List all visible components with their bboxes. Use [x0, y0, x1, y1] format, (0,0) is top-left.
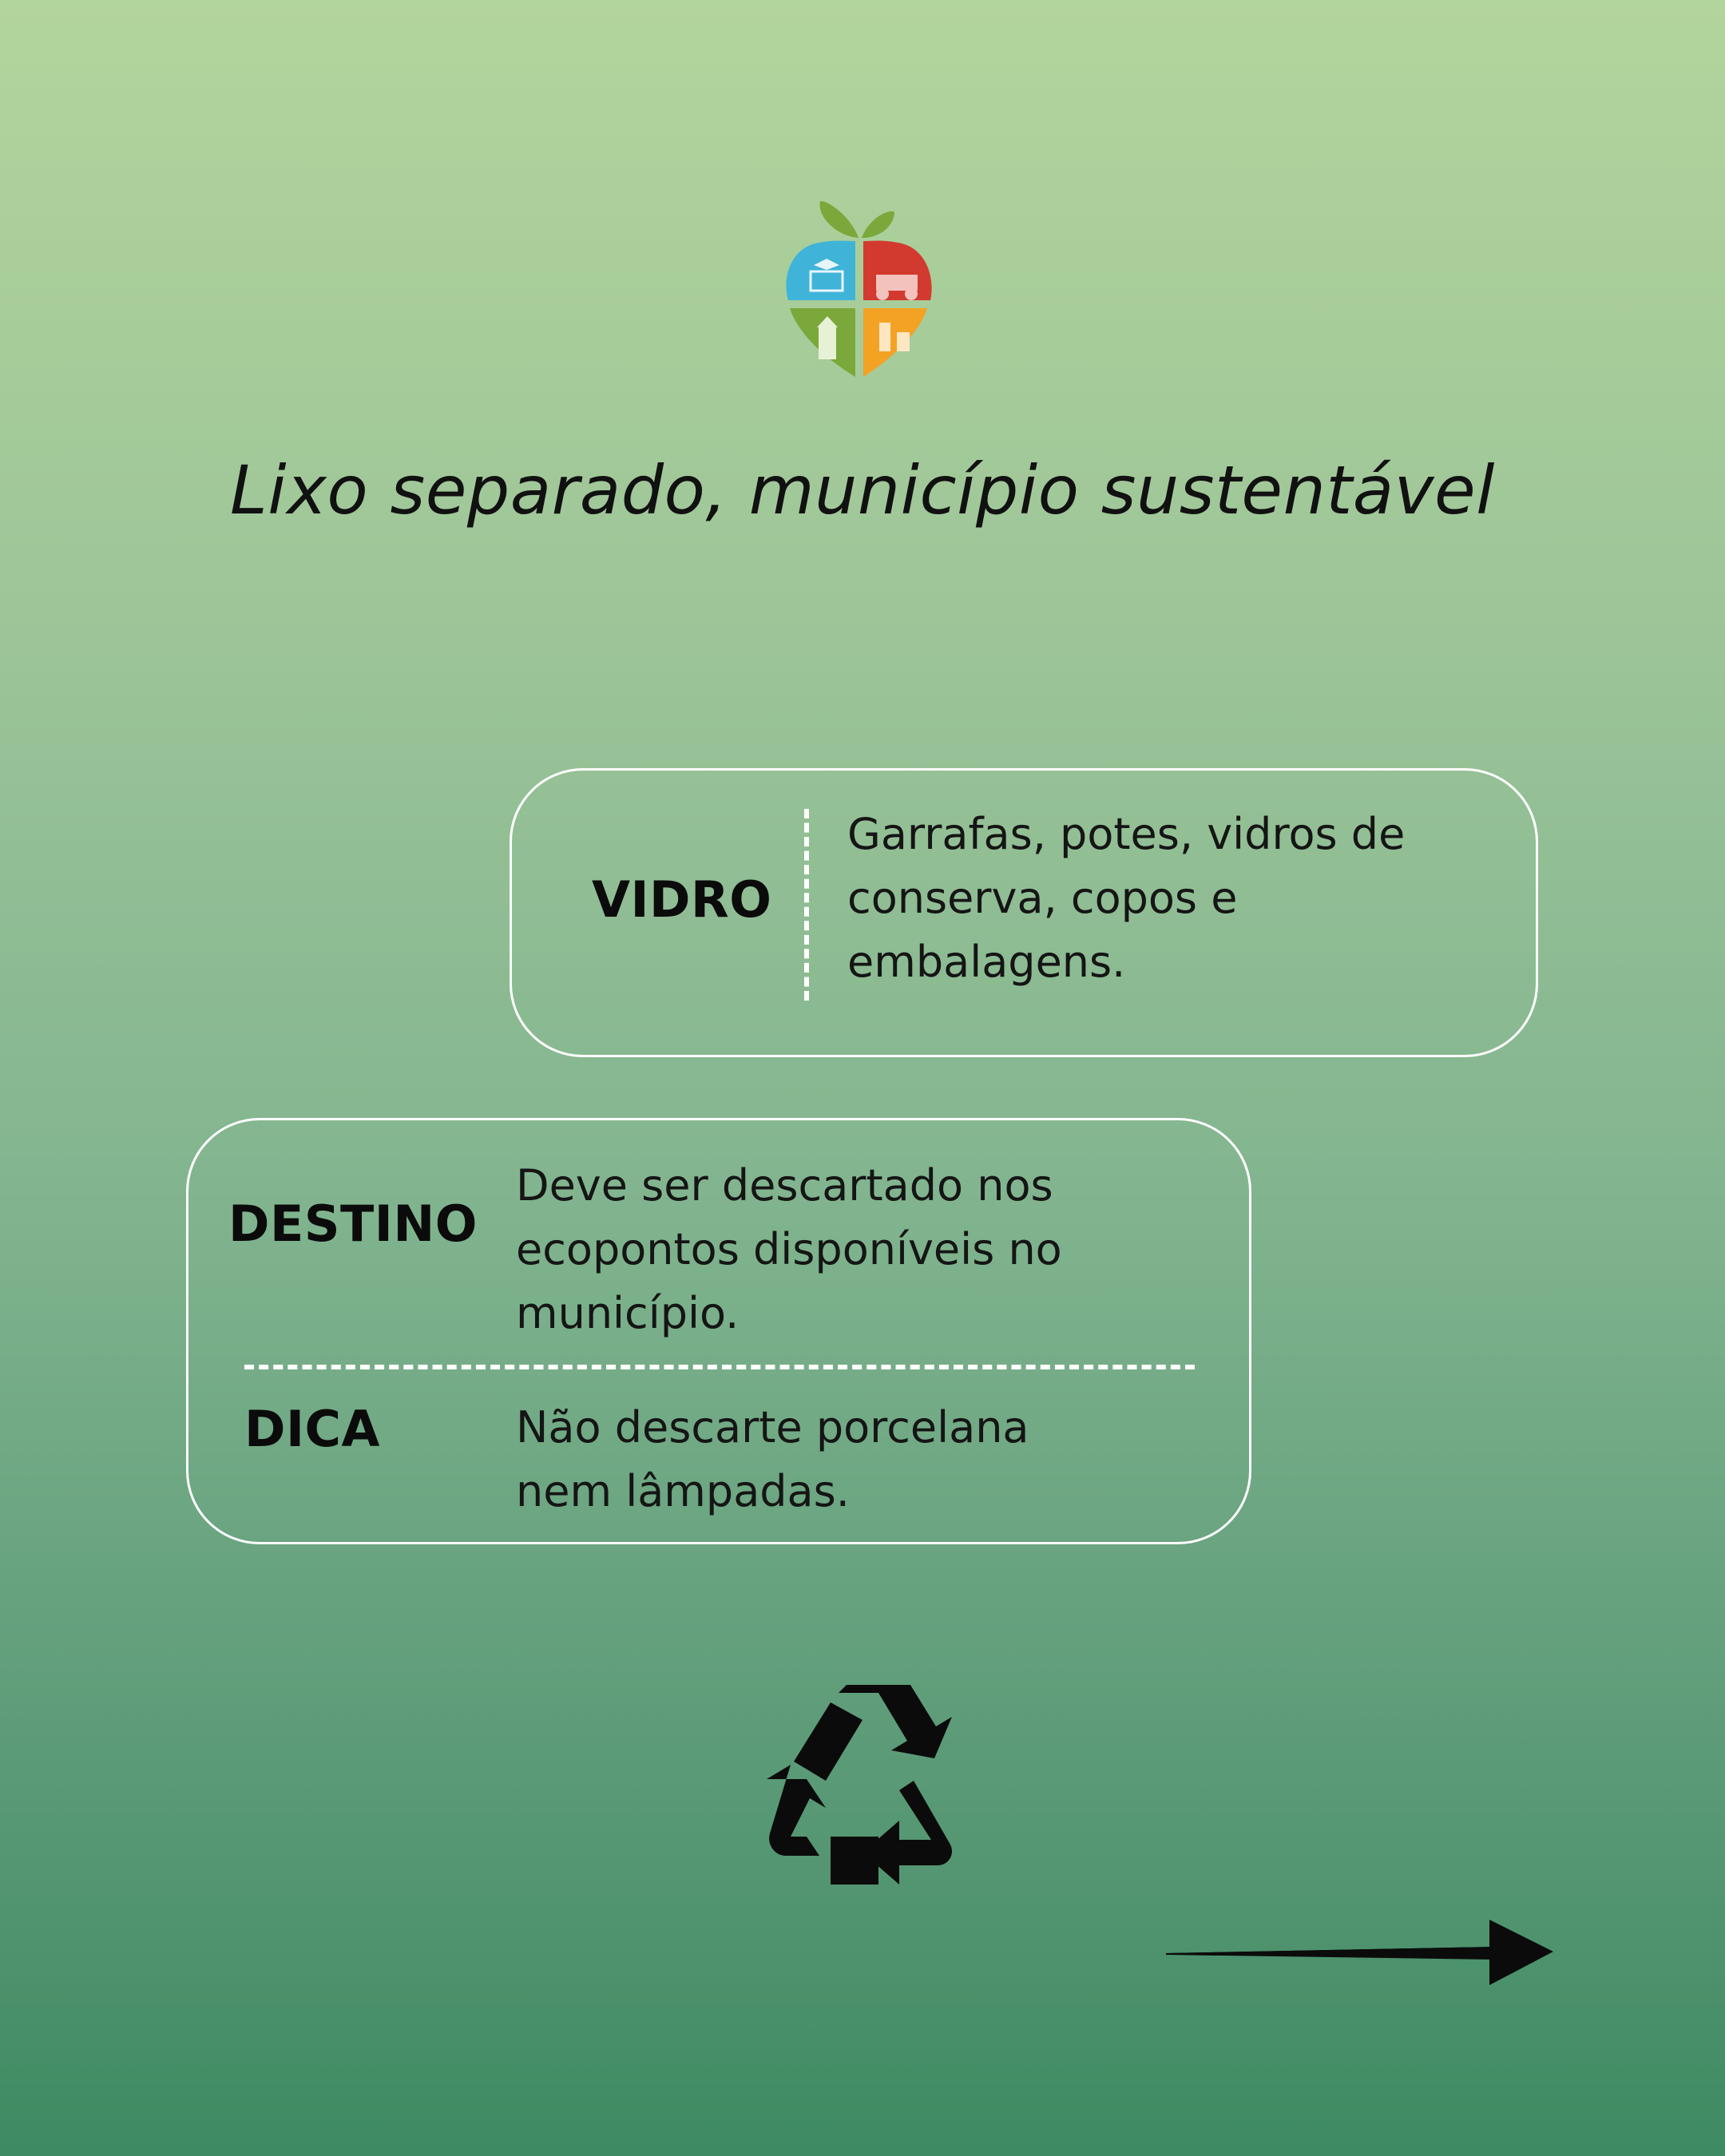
info-card — [186, 1118, 1251, 1544]
divider-horizontal — [244, 1365, 1195, 1369]
material-description: Garrafas, potes, vidros de conserva, copos e embalagens. — [847, 809, 1406, 987]
divider-vertical — [804, 809, 809, 1001]
destino-text: Deve ser descartado nos ecopontos disponíveis no município. — [516, 1160, 1062, 1338]
dica-label: DICA — [244, 1400, 381, 1458]
dica-text: Não descarte porcelana nem lâmpadas. — [516, 1402, 1029, 1516]
material-label: VIDRO — [592, 870, 772, 929]
arrow-right-icon — [1166, 1916, 1557, 1988]
destino-label: DESTINO — [228, 1195, 478, 1253]
municipal-logo-icon — [779, 192, 938, 383]
recycle-icon — [743, 1685, 982, 1916]
material-card — [510, 768, 1538, 1057]
page-title: Lixo separado, município sustentável — [230, 451, 1495, 529]
